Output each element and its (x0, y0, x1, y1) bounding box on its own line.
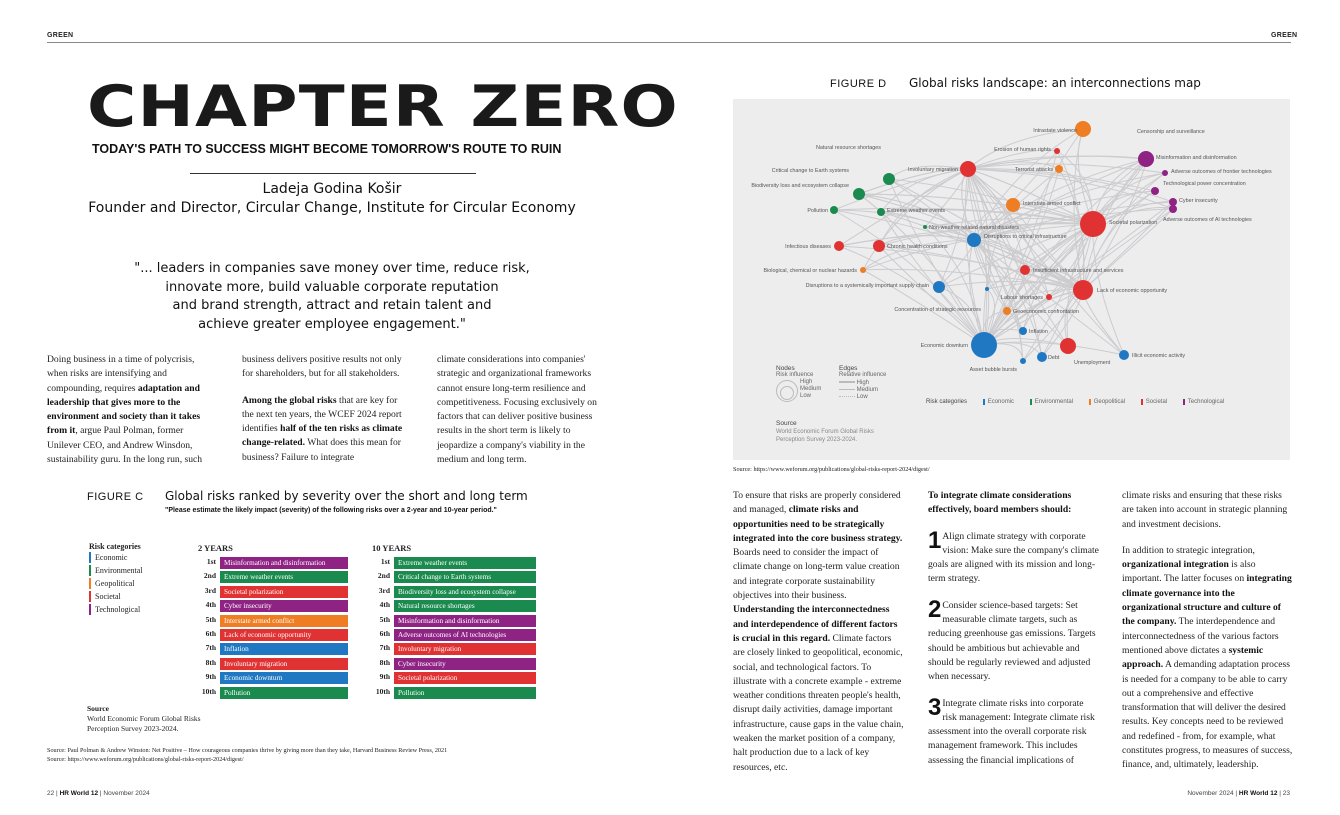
page-number-right: 23 (1282, 790, 1290, 797)
map-node-label: Censorship and surveillance (1137, 129, 1205, 135)
legend-category (89, 577, 169, 590)
body-column-5 (928, 489, 1100, 780)
map-svg (733, 99, 1290, 460)
risk-bar: Extreme weather events (220, 571, 348, 583)
map-cat-technological: Technological (1183, 399, 1224, 405)
rank-label: 2nd (377, 571, 390, 581)
ten-year-ranking (370, 557, 540, 707)
author-block (0, 180, 664, 218)
risk-bar: Involuntary migration (220, 658, 348, 670)
legend-category-label: Technological (95, 605, 141, 614)
map-node-label: Intrastate violence (1033, 128, 1077, 134)
map-edge (1083, 290, 1124, 355)
body-column-4: To ensure that risks are properly considered and managed, climate risks and opportunities need to be strategically integrated into the core business strategy. Boards need to consider the impact of climate change on long-term value creation and integrate corporate sustainability objectives into their business. Understanding the interconnectedness and interdependence of different factors is crucial in this regard. Climate factors are closely linked to geopolitical, economic, social, and technological factors. To illustrate with a concrete example - extreme weather conditions threaten people's health, disrupt daily activities, damage important infrastructure, cause gaps in the value chain, weaken the market position of a company, halt production due to a lack of key resources, etc. (733, 490, 904, 773)
rank-label: 5th (205, 614, 216, 624)
map-node-label: Erosion of human rights (994, 147, 1051, 153)
nodes-legend-title: Nodes (776, 365, 795, 372)
figure-c-source-title: Source (87, 704, 109, 713)
author-name: Ladeja Godina Košir (262, 181, 402, 197)
risk-categories-legend (89, 542, 169, 616)
section-label-right: GREEN (1271, 32, 1298, 39)
map-cat-societal: Societal (1141, 399, 1167, 405)
map-node-label: Insufficient infrastructure and services (1033, 268, 1124, 274)
map-node (1119, 350, 1129, 360)
risk-bar: Inflation (220, 643, 348, 655)
two-year-heading: 2 YEARS (198, 543, 233, 553)
rank-label: 7th (205, 643, 216, 653)
nodes-legend-sub: Risk influence (776, 372, 814, 378)
map-node (1080, 211, 1106, 237)
rank-label: 3rd (378, 585, 390, 595)
risk-bar: Extreme weather events (394, 557, 536, 569)
map-cat-economic: Economic (983, 399, 1014, 405)
map-node-label: Inflation (1029, 329, 1048, 335)
map-node-label: Cyber insecurity (1179, 198, 1218, 204)
interconnections-map (733, 99, 1290, 460)
figure-d-title: Global risks landscape: an interconnections map (909, 76, 1201, 90)
quote-line: achieve greater employee engagement." (198, 316, 466, 332)
map-node-label: Asset bubble bursts (969, 367, 1017, 373)
map-node (830, 206, 838, 214)
risk-bar: Natural resource shortages (394, 600, 536, 612)
edges-legend-title: Edges (839, 365, 858, 372)
risk-bar: Economic downturn (220, 672, 348, 684)
source-line: Source: https://www.weforum.org/publications/global-risks-report-2024/digest/ (47, 756, 244, 763)
figure-d-source-line: World Economic Forum Global Risks (776, 429, 874, 435)
map-node (1169, 198, 1177, 206)
map-node (967, 233, 981, 247)
map-node (1075, 121, 1091, 137)
map-node (1060, 338, 1076, 354)
article-subtitle: TODAY'S PATH TO SUCCESS MIGHT BECOME TOMORROW'S ROUTE TO RUIN (92, 142, 562, 156)
map-node (1019, 327, 1027, 335)
map-cat-environmental: Environmental (1030, 399, 1073, 405)
map-node-label: Misinformation and disinformation (1156, 155, 1237, 161)
map-node (1046, 294, 1052, 300)
two-year-ranking (196, 557, 356, 707)
risk-bar: Lack of economic opportunity (220, 629, 348, 641)
legend-category (89, 590, 169, 603)
map-node-label: Disruptions to a systemically important supply chain (805, 283, 929, 289)
rank-label: 10th (201, 686, 216, 696)
body-column-1: Doing business in a time of polycrisis, when risks are intensifying and compounding, requires adaptation and leadership that gives more to the environment and society than it takes from it, argue Paul Polman, former Unilever CEO, and Andrew Winsdon, sustainability guru. In the long run, such (47, 354, 203, 466)
figure-d-source-title: Source (776, 420, 797, 427)
map-node-label: Terrorist attacks (1014, 167, 1053, 173)
map-node (834, 241, 844, 251)
map-node (1055, 165, 1063, 173)
issue-date: November 2024 (1187, 790, 1234, 797)
map-node (923, 225, 927, 229)
map-node (1006, 198, 1020, 212)
map-node-label: Societal polarization (1109, 220, 1158, 226)
map-node (1169, 205, 1177, 213)
legend-category (89, 551, 169, 564)
page-number-left: 22 (47, 790, 55, 797)
map-node-label: Lack of economic opportunity (1097, 288, 1168, 294)
map-node-label: Disruptions to critical infrastructure (984, 234, 1067, 240)
legend-swatch (89, 591, 91, 602)
figure-c-label: FIGURE C (87, 491, 144, 503)
map-node-label: Interstate armed conflict (1023, 201, 1081, 207)
rank-label: 8th (205, 657, 216, 667)
map-node-label: Concentration of strategic resources (894, 307, 981, 313)
map-node-label: Involuntary migration (907, 167, 958, 173)
rank-label: 4th (205, 600, 216, 610)
magazine-name: HR World 12 (59, 790, 99, 797)
risk-bar: Misinformation and disinformation (394, 615, 536, 627)
map-cat-geopolitical: Geopolitical (1089, 399, 1125, 405)
map-node (1138, 151, 1154, 167)
edge-level-low: Low (856, 394, 868, 400)
header-rule (47, 42, 1291, 43)
map-node-label: Critical change to Earth systems (771, 168, 849, 174)
risk-bar: Pollution (394, 687, 536, 699)
figure-c-source-text: World Economic Forum Global Risks Perception Survey 2023-2024. (87, 714, 201, 733)
map-node-label: Chronic health conditions (887, 244, 948, 250)
rank-label: 6th (379, 629, 390, 638)
rank-label: 9th (205, 672, 216, 682)
map-node-label: Non-weather related natural disasters (929, 225, 1019, 231)
legend-category-label: Economic (95, 553, 128, 562)
map-node (933, 281, 945, 293)
map-node (985, 287, 989, 291)
map-node (960, 161, 976, 177)
legend-category-label: Environmental (95, 566, 143, 575)
left-sources (47, 746, 647, 764)
risk-bar: Pollution (220, 687, 348, 699)
board-heading: To integrate climate considerations effectively, board members should: (928, 490, 1072, 516)
map-node-label: Adverse outcomes of AI technologies (1163, 217, 1252, 223)
board-item-1: 1 Align climate strategy with corporate vision: Make sure the company's climate goals are aligned with its mission and long-term strategy. (928, 526, 1099, 585)
map-category-legend (926, 399, 1224, 405)
risk-bar: Cyber insecurity (394, 658, 536, 670)
legend-swatch (89, 578, 91, 589)
edges-legend (839, 365, 886, 401)
footer-right: November 2024 | HR World 12 | 23 (1187, 790, 1290, 797)
rank-label: 10th (375, 686, 390, 696)
map-node-label: Biodiversity loss and ecosystem collapse (751, 183, 849, 189)
map-node (873, 240, 885, 252)
issue-date: November 2024 (103, 790, 150, 797)
map-node (1151, 187, 1159, 195)
legend-category-label: Geopolitical (95, 579, 135, 588)
risk-bar: Societal polarization (394, 672, 536, 684)
map-edge (834, 169, 968, 210)
rank-label: 2nd (203, 571, 216, 581)
map-node-label: Labour shortages (1001, 295, 1043, 301)
rank-label: 4th (379, 600, 390, 610)
map-node-label: Extreme weather events (887, 208, 946, 214)
quote-line: "... leaders in companies save money over time, reduce risk, (134, 261, 530, 276)
article-title: CHAPTER ZERO (87, 74, 679, 140)
map-node-label: Geoeconomic confrontation (1013, 309, 1079, 315)
legend-swatch (89, 552, 91, 563)
quote-line: innovate more, build valuable corporate reputation (165, 279, 499, 295)
legend-level-low: Low (800, 393, 812, 399)
figure-c-subtitle: "Please estimate the likely impact (severity) of the following risks over a 2-year and 10-year period." (165, 507, 497, 514)
legend-level-medium: Medium (800, 386, 822, 392)
board-item-2: 2 Consider science-based targets: Set measurable climate targets, such as reducing greenhouse gas emissions. Targets should be ambitious but achievable and should be regularly reviewed and adjusted when necessary. (928, 595, 1096, 683)
map-node-label: Unemployment (1074, 360, 1111, 366)
legend-category (89, 564, 169, 577)
rank-label: 6th (205, 629, 216, 638)
footer-left: 22 | HR World 12 | November 2024 (47, 790, 150, 797)
risk-bar: Societal polarization (220, 586, 348, 598)
map-node-label: Natural resource shortages (815, 145, 881, 151)
figure-d-label: FIGURE D (830, 78, 887, 90)
map-category-label: Risk categories (926, 399, 968, 405)
rank-label: 8th (379, 657, 390, 667)
rank-label: 7th (379, 643, 390, 653)
risk-bar: Interstate armed conflict (220, 615, 348, 627)
right-source: Source: https://www.weforum.org/publications/global-risks-report-2024/digest/ (733, 466, 930, 473)
map-node (860, 267, 866, 273)
author-role: Founder and Director, Circular Change, Institute for Circular Economy (88, 200, 576, 216)
rank-label: 5th (379, 614, 390, 624)
map-node-label: Infectious diseases (785, 244, 831, 250)
map-node-label: Debt (1048, 355, 1060, 361)
map-node (877, 208, 885, 216)
map-node-label: Adverse outcomes of frontier technologies (1171, 169, 1272, 175)
risk-bar: Biodiversity loss and ecosystem collapse (394, 586, 536, 598)
body-column-2: business delivers positive results not only for shareholders, but for all stakeholders. Among the global risks that are key for the next ten years, the WCEF 2024 report identifies half of the ten risks as climate change-related. What does this mean for business? Failure to integrate (242, 354, 403, 463)
map-node (1020, 358, 1026, 364)
ten-year-heading: 10 YEARS (372, 543, 412, 553)
rank-label: 3rd (204, 585, 216, 595)
legend-category-label: Societal (95, 592, 121, 601)
map-node (971, 332, 997, 358)
risk-bar: Involuntary migration (394, 643, 536, 655)
section-label-left: GREEN (47, 32, 74, 39)
map-node-label: Economic downturn (920, 343, 968, 349)
map-node (1162, 170, 1168, 176)
map-node-label: Pollution (807, 208, 828, 214)
board-item-3: 3 Integrate climate risks into corporate risk management: Integrate climate risk assessment into the overall corporate risk management framework. This includes assessing the financial implications of (928, 693, 1095, 766)
legend-swatch (89, 565, 91, 576)
source-line: Source: Paul Polman & Andrew Winston: Net Positive – How courageous companies thrive by giving more than they take, Harvard Business Review Press, 2021 (47, 747, 448, 754)
legend-swatch (89, 604, 91, 615)
pull-quote (0, 260, 664, 334)
edges-legend-sub: Relative influence (839, 372, 887, 378)
map-node-label: Illicit economic activity (1132, 353, 1186, 359)
legend-level-high: High (800, 379, 813, 385)
map-node (1037, 352, 1047, 362)
legend-title: Risk categories (89, 542, 141, 551)
nodes-legend (776, 365, 822, 404)
quote-line: and brand strength, attract and retain talent and (172, 298, 492, 313)
edge-level-high: High (856, 380, 870, 386)
risk-bar: Adverse outcomes of AI technologies (394, 629, 536, 641)
risk-bar: Critical change to Earth systems (394, 571, 536, 583)
figure-c-source (87, 704, 227, 734)
legend-category (89, 603, 169, 616)
map-node (1073, 280, 1093, 300)
rank-label: 9th (379, 672, 390, 682)
figure-d-source (776, 420, 874, 444)
magazine-name: HR World 12 (1238, 790, 1278, 797)
risk-bar: Misinformation and disinformation (220, 557, 348, 569)
figure-d-source-line: Perception Survey 2023-2024. (776, 437, 858, 443)
title-divider (190, 173, 476, 174)
rank-label: 1st (206, 557, 216, 566)
map-node (1003, 307, 1011, 315)
risk-bar: Cyber insecurity (220, 600, 348, 612)
map-node (883, 173, 895, 185)
map-node (1054, 148, 1060, 154)
edge-level-medium: Medium (856, 387, 879, 393)
map-node-label: Biological, chemical or nuclear hazards (763, 268, 857, 274)
body-column-6: climate risks and ensuring that these risks are taken into account in strategic planning and investment decisions. In addition to strategic integration, organizational integration is also important. The latter focuses on integrating climate governance into the organizational structure and culture of the company. The interdependence and interconnectedness of the various factors mentioned above dictates a systemic approach. A demanding adaptation process is needed for a company to be able to carry out a comprehensive and effective transformation that will deliver the desired results. Key concepts need to be reviewed and redefined - from, for example, what constitutes progress, to measures of success, finance, and, ultimately, leadership. (1122, 490, 1293, 771)
map-node-label: Technological power concentration (1163, 181, 1246, 187)
figure-c-title: Global risks ranked by severity over the short and long term (165, 489, 528, 503)
body-column-3: climate considerations into companies' strategic and organizational frameworks cannot ensure long-term resilience and competitiveness. Focusing exclusively on factors that can deliver positive business results in the short term is likely to jeopardize a company's viability in the medium and long term. (437, 354, 597, 466)
map-node (1020, 265, 1030, 275)
map-node (855, 190, 863, 198)
rank-label: 1st (380, 557, 390, 566)
